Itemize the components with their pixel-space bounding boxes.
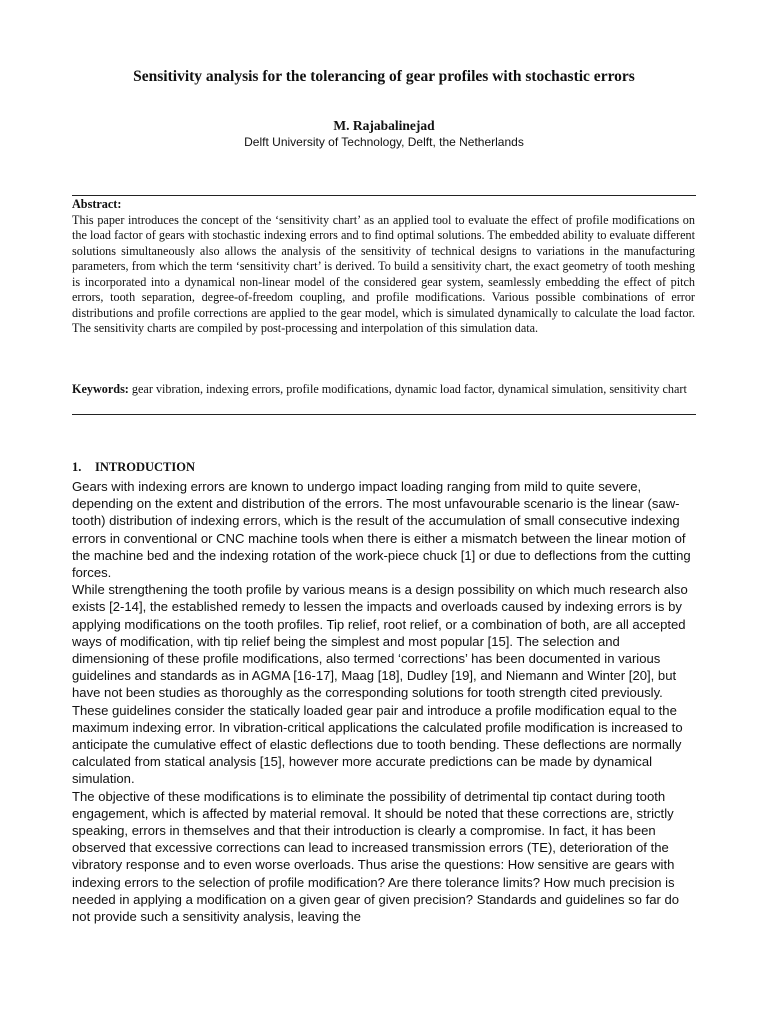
section-heading-introduction	[72, 459, 695, 475]
keywords-bottom-rule	[72, 414, 696, 415]
abstract-block	[72, 197, 695, 337]
section-number: 1.	[72, 460, 82, 474]
keywords-text: gear vibration, indexing errors, profile modifications, dynamic load factor, dynamical simulation, sensitivity chart	[128, 382, 687, 396]
abstract-text: This paper introduces the concept of the ‘sensitivity chart’ as an applied tool to evaluate the effect of profile modifications on the load factor of gears with stochastic indexing errors and to find optimal solutions. The embedded ability to evaluate different solutions simultaneously also allows the analysis of the sensitivity of technical designs to variations in the manufacturing parameters, from which the term ‘sensitivity chart’ is derived. To build a sensitivity chart, the exact geometry of tooth meshing is incorporated into a dynamical non-linear model of the considered gear system, seamlessly embedding the effect of pitch errors, tooth separation, degree-of-freedom coupling, and profile modifications. Various possible combinations of error distributions and profile corrections are applied to the gear model, which is simulated dynamically to calculate the load factor. The sensitivity charts are compiled by post-processing and interpolation of this simulation data.	[72, 212, 695, 335]
introduction-body	[72, 478, 700, 925]
author-affiliation: Delft University of Technology, Delft, the Netherlands	[244, 135, 524, 149]
abstract-top-rule	[72, 195, 696, 196]
body-paragraph: The objective of these modifications is to eliminate the possibility of detrimental tip contact during tooth engagement, which is affected by material removal. It should be noted that these corrections are, strictly speaking, errors in themselves and that their introduction is clearly a compromise. In fact, it has been observed that excessive corrections can lead to increased transmission errors (TE), deterioration of the vibratory response and to even worse overloads. Thus arise the questions: How sensitive are gears with indexing errors to the selection of profile modification? Are there tolerance limits? How much precision is needed in applying a modification on a given gear of given precision? Standards and guidelines so far do not provide such a sensitivity analysis, leaving the	[72, 788, 680, 925]
section-title: INTRODUCTION	[95, 460, 196, 474]
paper-title: Sensitivity analysis for the tolerancing of gear profiles with stochastic errors	[133, 68, 635, 85]
keywords-label: Keywords:	[72, 382, 129, 396]
abstract-heading: Abstract:	[72, 197, 122, 211]
author-name: M. Rajabalinejad	[333, 118, 435, 133]
body-paragraph: Gears with indexing errors are known to undergo impact loading ranging from mild to quite severe, depending on the extent and distribution of the errors. The most unfavourable scenario is the linear (saw-tooth) distribution of indexing errors, which is the result of the accumulation of small consecutive indexing errors in conventional or CNC machine tools when there is either a mismatch between the linear motion of the machine bed and the indexing rotation of the work-piece chuck [1] or due to deflections from the cutting forces.	[72, 479, 691, 581]
keywords-block	[72, 381, 695, 398]
body-paragraph: While strengthening the tooth profile by various means is a design possibility on which much research also exists [2-14], the established remedy to lessen the impacts and overloads caused by indexing errors is by applying modifications on the tooth profiles. Tip relief, root relief, or a combination of both, are all accepted ways of modification, with tip relief being the simplest and most popular [15]. The selection and dimensioning of these profile modifications, also termed ‘corrections’ has been documented in various guidelines and standards as in AGMA [16-17], Maag [18], Dudley [19], and Niemann and Winter [20], but have not been studies as thoroughly as the corresponding solutions for tooth strength cited previously. These guidelines consider the statically loaded gear pair and introduce a profile modification equal to the maximum indexing error. In vibration-critical applications the calculated profile modification is increased to anticipate the cumulative effect of elastic deflections due to tooth bending. These deflections are normally calculated from statical analysis [15], however more accurate predictions can be made by dynamical simulation.	[72, 582, 688, 787]
